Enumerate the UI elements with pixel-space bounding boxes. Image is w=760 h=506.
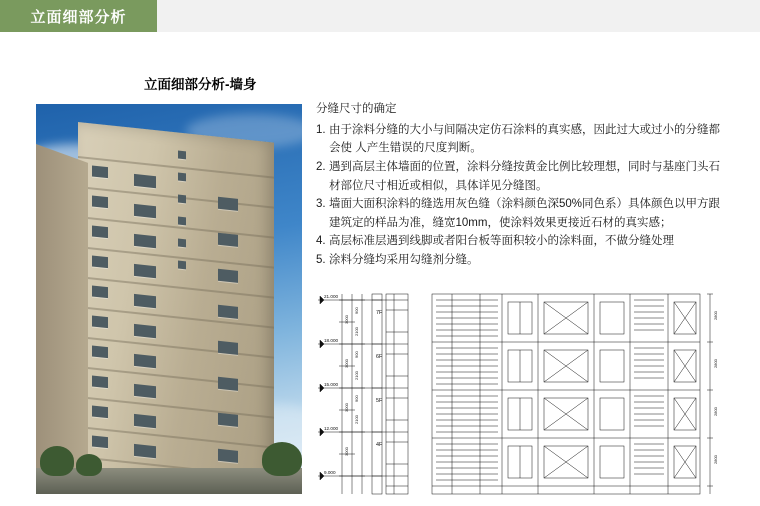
list-item-number: 5. [316, 254, 326, 266]
dimension-label: 2800 [713, 311, 718, 320]
elevation-label: 15.000 [324, 382, 339, 387]
list-item-number: 2. [316, 160, 326, 173]
building-facade [78, 122, 274, 494]
facade-detail-drawing [428, 288, 726, 500]
list-item-number: 4. [316, 235, 326, 248]
dimension-label: 2800 [713, 359, 718, 368]
dimension-label: 2100 [354, 327, 359, 336]
elevation-section-drawing [316, 288, 420, 500]
floor-label: 7F [376, 310, 383, 316]
list-item-number: 3. [316, 198, 326, 211]
list-item-text: 高层标准层遇到线脚或者阳台板等面积较小的涂料面，不做分缝处理 [329, 235, 674, 248]
list-item-text: 墙面大面积涂料的缝选用灰色缝（涂料颜色深50%同色系）具体颜色以甲方跟建筑定的样品为准，缝宽10mm，使涂料效果更接近石材的真实感； [329, 198, 721, 229]
dimension-label: 900 [354, 395, 359, 402]
elevation-label: 21.000 [324, 294, 339, 299]
dimension-label: 900 [354, 351, 359, 358]
elevation-label: 18.000 [324, 338, 339, 343]
header-bar [0, 0, 760, 32]
list-item-text: 由于涂料分缝的大小与间隔决定仿石涂料的真实感，因此过大或过小的分缝都会使 人产生错误的尺度判断。 [329, 123, 720, 155]
tree-shape [76, 454, 102, 476]
list-item-number: 1. [316, 123, 326, 136]
description-list [316, 121, 724, 270]
list-item [316, 121, 724, 158]
list-item [316, 251, 724, 270]
floor-label: 5F [376, 398, 383, 404]
section-tab-label: 立面细部分析 [30, 8, 127, 26]
ground-strip [36, 468, 302, 494]
dimension-label: 2800 [713, 455, 718, 464]
description-block [316, 100, 724, 270]
dimension-label: 2100 [354, 415, 359, 424]
floor-label: 6F [376, 354, 383, 360]
dimension-label: 900 [354, 307, 359, 314]
dimension-label: 3000 [344, 315, 349, 324]
tree-shape [40, 446, 74, 476]
elevation-section-svg [316, 288, 420, 500]
drawings-area [316, 288, 726, 500]
tree-shape [262, 442, 302, 476]
dimension-label: 2800 [713, 407, 718, 416]
dimension-label: 3000 [344, 403, 349, 412]
list-item [316, 232, 724, 251]
list-item [316, 195, 724, 232]
page-title: 立面细部分析-墙身 [144, 77, 257, 92]
dimension-label: 2100 [354, 371, 359, 380]
facade-detail-svg [428, 288, 726, 500]
list-item-text: 遇到高层主体墙面的位置，涂料分缝按黄金比例比较理想，同时与基座门头石材部位尺寸相近或相似，具体详见分缝图。 [329, 160, 720, 192]
list-item [316, 158, 724, 195]
elevation-label: 9.000 [324, 470, 336, 475]
building-side-wall [36, 144, 88, 494]
section-tab[interactable] [0, 0, 157, 32]
dimension-label: 3000 [344, 447, 349, 456]
list-item-text: 涂料分缝均采用勾缝剂分缝。 [329, 254, 479, 266]
description-heading: 分缝尺寸的确定 [316, 103, 397, 115]
floor-label: 4F [376, 442, 383, 448]
dimension-label: 3000 [344, 359, 349, 368]
facade-photo [36, 104, 302, 494]
elevation-label: 12.000 [324, 426, 339, 431]
